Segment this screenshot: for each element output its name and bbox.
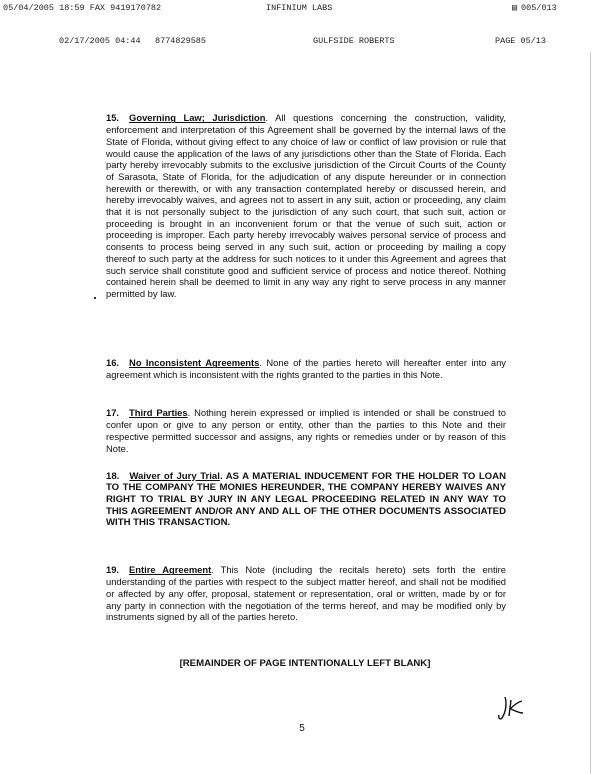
fax-header-line-1 xyxy=(0,3,600,15)
page-number: 5 xyxy=(299,723,305,734)
fax-timestamp: 02/17/2005 04:44 xyxy=(59,36,141,46)
scan-mark xyxy=(94,297,96,299)
section-text: . Nothing herein expressed or implied is intended or shall be construed to confer upon or give to any person or entity, other than the parties to this Note and their respective permitted successor and assigns, any rights or remedies under or by reason of this Note. xyxy=(106,407,506,454)
fax-sender: INFINIUM LABS xyxy=(266,3,333,13)
section-text: . None of the parties hereto will hereafter enter into any agreement which is inconsistent with the rights granted to the parties in this Note. xyxy=(106,357,506,381)
section-heading: Entire Agreement xyxy=(129,564,212,576)
section-number: 17. xyxy=(106,407,120,419)
fax-page: PAGE 05/13 xyxy=(495,36,547,46)
section-number: 16. xyxy=(106,357,120,369)
section-text: . This Note (including the recitals hereto) sets forth the entire understanding of the parties with respect to the subject matter hereof, and shall not be modified or affected by any offer, proposal, statement or representation, oral or written, made by or for any party in connection with the negotiation of the terms hereof, and may be modified only by instruments signed by all of the parties hereto. xyxy=(106,564,507,623)
section-waiver-of-jury-trial xyxy=(106,471,506,530)
section-heading: Waiver of Jury Trial xyxy=(129,470,220,482)
section-number: 15. xyxy=(106,112,120,124)
section-entire-agreement xyxy=(106,564,506,623)
remainder-notice: [REMAINDER OF PAGE INTENTIONALLY LEFT BLANK] xyxy=(179,658,431,669)
fax-page-icon: ▤ xyxy=(512,3,518,13)
section-text: . All questions concerning the construction, validity, enforcement and interpretation of this Agreement shall be governed by the internal laws of the State of Florida, without giving effect to any choice of law or conflict of law provision or rule that would cause the application of the laws of any jurisdictions other than the State of Florida. Each party hereby irrevocably submits to the exclusive jurisdiction of the Circuit Courts of the County of Sarasota, State of Florida, for the adjudication of any dispute hereunder or in connection herewith or therewith, or with any transaction contemplated hereby or discussed herein, and hereby irrevocably waives, and agrees not to assert in any suit, action or proceeding, any claim that it is not personally subject to the jurisdiction of any such court, that such suit, action or proceeding is brought in an inconvenient forum or that the venue of such suit, action or proceeding is improper. Each party hereby irrevocably waives personal service of process and consents to process being served in any such suit, action or proceeding by mailing a copy thereof to such party at the address for such notices to it under this Agreement and agrees that such service shall constitute good and sufficient service of process and notice thereof. Nothing contained herein shall be deemed to limit in any way any right to serve process in any manner permitted by law. xyxy=(106,112,506,299)
section-third-parties xyxy=(106,407,506,454)
section-no-inconsistent-agreements xyxy=(106,357,506,380)
fax-page: 005/013 xyxy=(521,3,557,13)
fax-timestamp: 05/04/2005 18:59 FAX 9419170782 xyxy=(3,3,162,13)
section-heading: Governing Law; Jurisdiction xyxy=(129,112,266,124)
fax-sender: GULFSIDE ROBERTS xyxy=(313,36,395,46)
section-number: 19. xyxy=(106,564,120,576)
handwritten-initials xyxy=(496,694,530,724)
section-heading: No Inconsistent Agreements xyxy=(129,357,260,369)
fax-header-line-2 xyxy=(0,36,600,48)
section-governing-law xyxy=(106,112,506,299)
section-heading: Third Parties xyxy=(129,407,188,419)
fax-number: 8774829585 xyxy=(155,36,207,46)
scan-edge-line xyxy=(590,52,591,774)
section-text: . AS A MATERIAL INDUCEMENT FOR THE HOLDER TO LOAN TO THE COMPANY THE MONIES HEREUNDER, THE COMPANY HEREBY WAIVES ANY RIGHT TO TRIAL BY JURY IN ANY LEGAL PROCEEDING RELATED IN ANY WAY TO THIS AGREEMENT AND/OR ANY AND ALL OF THE OTHER DOCUMENTS ASSOCIATED WITH THIS TRANSACTION. xyxy=(106,470,506,529)
section-number: 18. xyxy=(106,470,120,482)
